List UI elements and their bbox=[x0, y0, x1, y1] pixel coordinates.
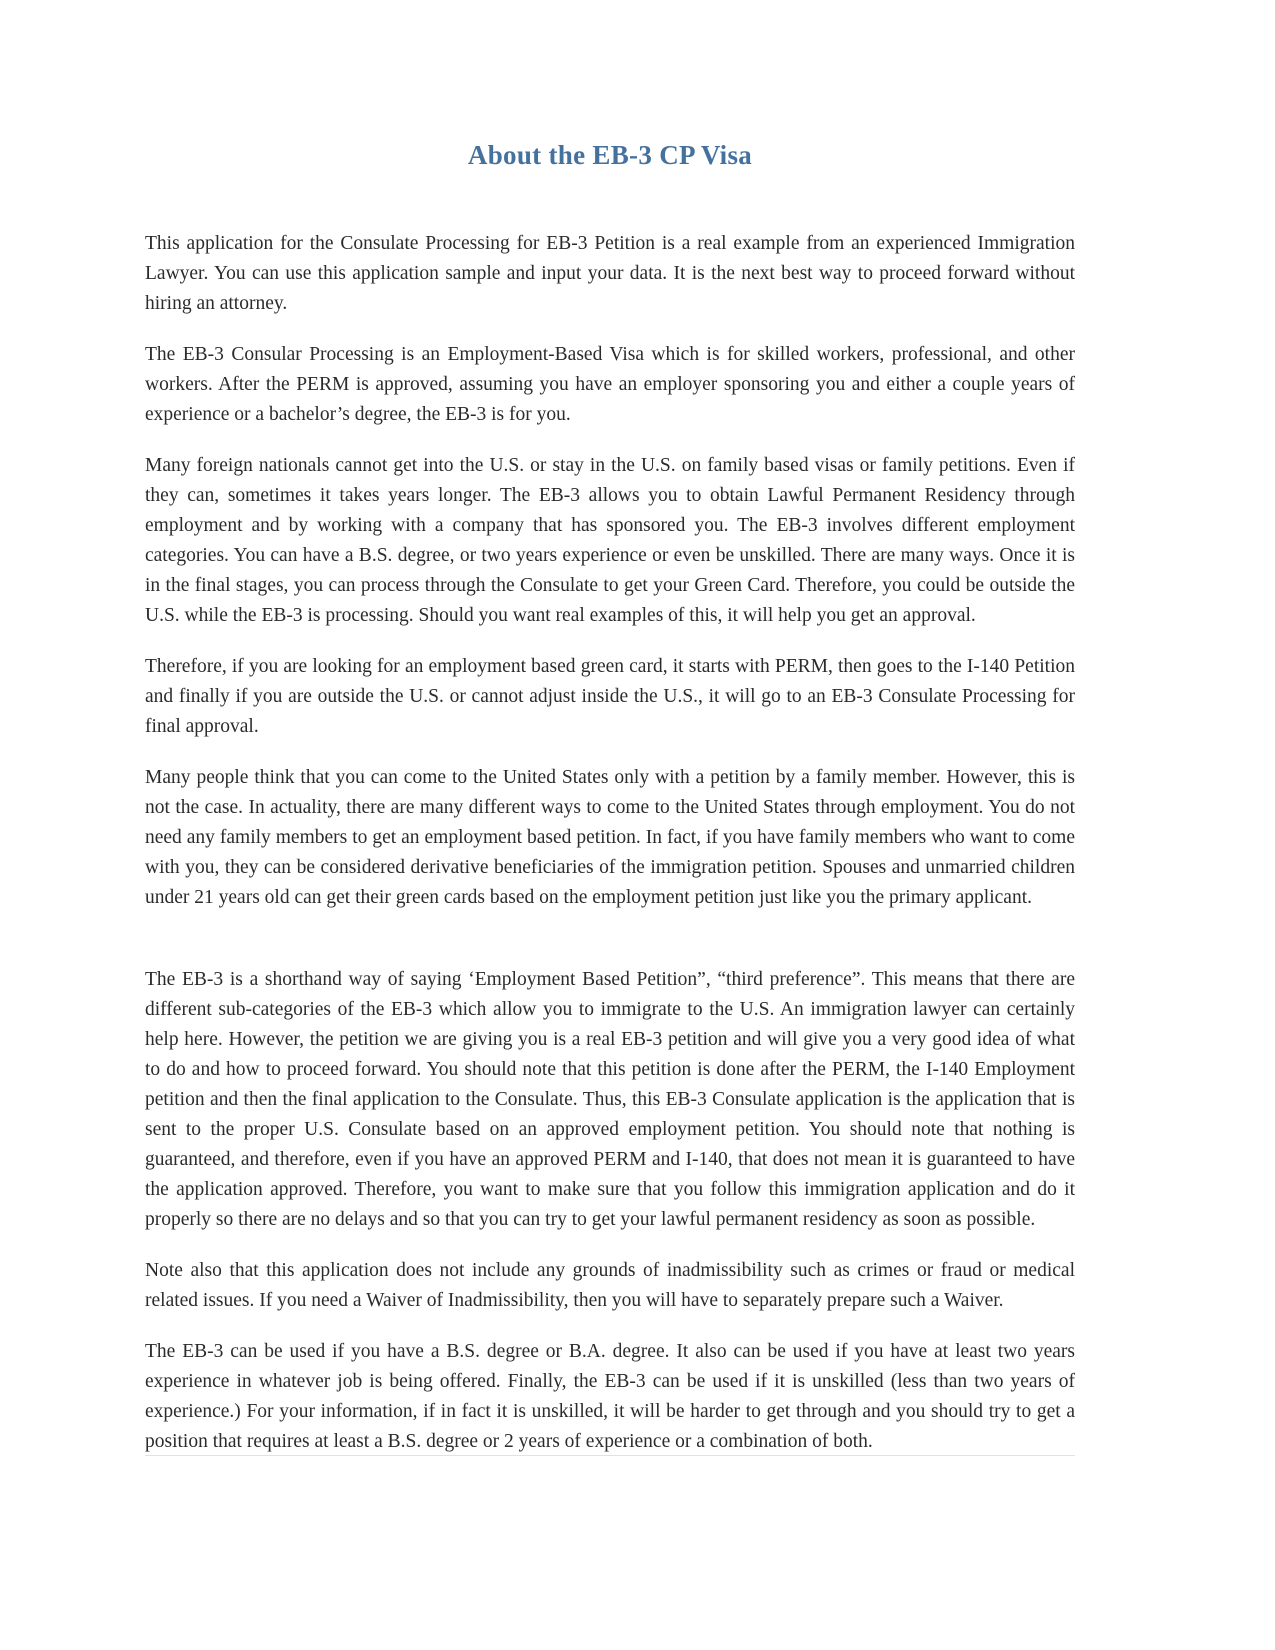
document-body bbox=[145, 140, 1075, 1478]
paragraph-perm-process: Therefore, if you are looking for an employment based green card, it starts with PERM, then goes to the I-140 Petition and finally if you are outside the U.S. or cannot adjust inside the U.S., it will go to an EB-3 Consulate Processing for final approval. bbox=[145, 656, 1075, 737]
paragraph-inadmissibility: Note also that this application does not include any grounds of inadmissibility such as crimes or fraud or medical related issues. If you need a Waiver of Inadmissibility, then you will have to separately prepare such a Waiver. bbox=[145, 1260, 1075, 1311]
paragraph-family-petition: Many people think that you can come to the United States only with a petition by a family member. However, this is not the case. In actuality, there are many different ways to come to the United States through employment. You do not need any family members to get an employment based petition. In fact, if you have family members who want to come with you, they can be considered derivative beneficiaries of the immigration petition. Spouses and unmarried children under 21 years old can get their green cards based on the employment petition just like you the primary applicant. bbox=[145, 767, 1075, 908]
paragraph-intro: This application for the Consulate Processing for EB-3 Petition is a real example from an experienced Immigration Lawyer. You can use this application sample and input your data. It is the next best way to proceed forward without hiring an attorney. bbox=[145, 233, 1075, 314]
paragraph-foreign-nationals: Many foreign nationals cannot get into the U.S. or stay in the U.S. on family based visas or family petitions. Even if they can, sometimes it takes years longer. The EB-3 allows you to obtain Lawful Permanent Residency through employment and by working with a company that has sponsored you. The EB-3 involves different employment categories. You can have a B.S. degree, or two years experience or even be unskilled. There are many ways. Once it is in the final stages, you can process through the Consulate to get your Green Card. Therefore, you could be outside the U.S. while the EB-3 is processing. Should you want real examples of this, it will help you get an approval. bbox=[145, 455, 1075, 626]
paragraph-degree-requirements: The EB-3 can be used if you have a B.S. degree or B.A. degree. It also can be used if you have at least two years experience in whatever job is being offered. Finally, the EB-3 can be used if it is unskilled (less than two years of experience.) For your information, if in fact it is unskilled, it will be harder to get through and you should try to get a position that requires at least a B.S. degree or 2 years of experience or a combination of both. bbox=[145, 1341, 1075, 1452]
footer-divider bbox=[145, 1455, 1075, 1456]
page-title: About the EB-3 CP Visa bbox=[467, 140, 753, 170]
paragraph-third-preference: The EB-3 is a shorthand way of saying ‘Employment Based Petition”, “third preference”. This means that there are different sub-categories of the EB-3 which allow you to immigrate to the U.S. An immigration lawyer can certainly help here. However, the petition we are giving you is a real EB-3 petition and will give you a very good idea of what to do and how to proceed forward. You should note that this petition is done after the PERM, the I-140 Employment petition and then the final application to the Consulate. Thus, this EB-3 Consulate application is the application that is sent to the proper U.S. Consulate based on an approved employment petition. You should note that nothing is guaranteed, and therefore, even if you have an approved PERM and I-140, that does not mean it is guaranteed to have the application approved. Therefore, you want to make sure that you follow this immigration application and do it properly so there are no delays and so that you can try to get your lawful permanent residency as soon as possible. bbox=[145, 969, 1075, 1230]
paragraph-consular-processing: The EB-3 Consular Processing is an Employment-Based Visa which is for skilled workers, professional, and other workers. After the PERM is approved, assuming you have an employer sponsoring you and either a couple years of experience or a bachelor’s degree, the EB-3 is for you. bbox=[145, 344, 1075, 425]
